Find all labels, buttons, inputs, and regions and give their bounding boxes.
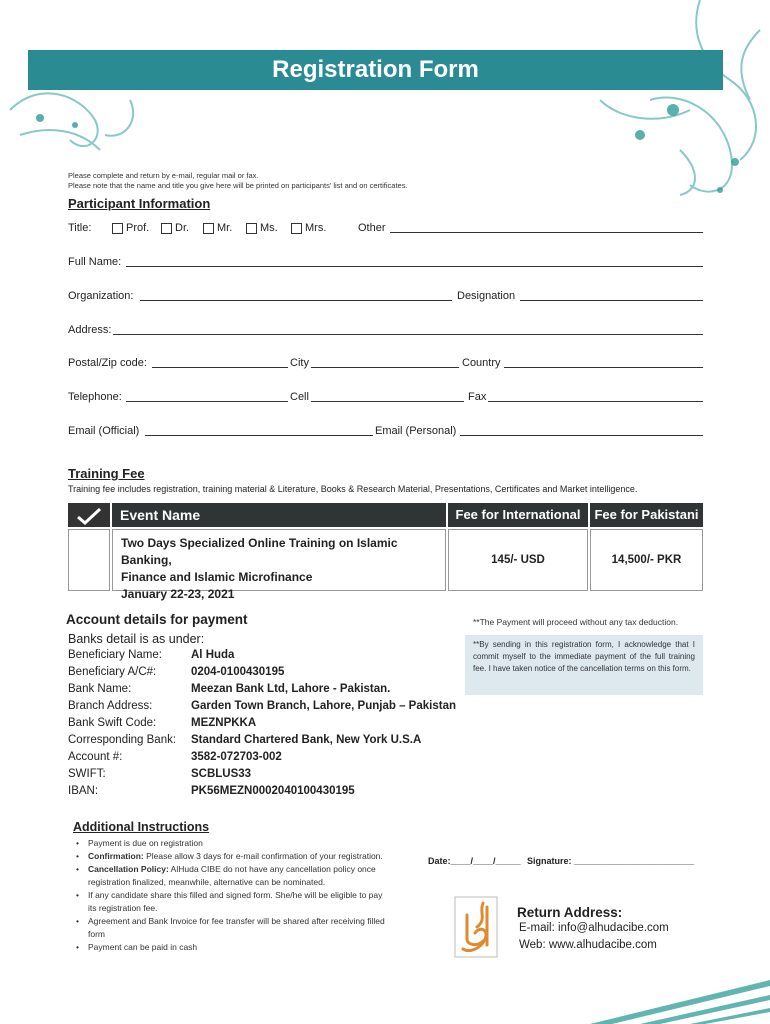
account-heading: Account details for payment [66, 612, 248, 627]
account-label: Beneficiary Name: [68, 649, 162, 661]
account-label: Corresponding Bank: [68, 734, 177, 746]
account-label: SWIFT: [68, 768, 106, 780]
fax-field[interactable] [488, 401, 703, 402]
alhuda-logo-icon [453, 895, 499, 959]
account-label: Bank Swift Code: [68, 717, 157, 729]
telephone-field[interactable] [126, 401, 288, 402]
full-name-field[interactable] [126, 266, 703, 267]
title-other-label: Other [358, 222, 386, 234]
return-address-heading: Return Address: [517, 905, 623, 920]
title-checkbox-ms[interactable] [246, 223, 257, 234]
account-value: Meezan Bank Ltd, Lahore - Pakistan. [191, 683, 391, 695]
title-option-mr: Mr. [217, 222, 233, 234]
return-web[interactable]: Web: www.alhudacibe.com [519, 939, 657, 951]
title-checkbox-prof[interactable] [112, 223, 123, 234]
cell-field[interactable] [311, 401, 464, 402]
participant-heading: Participant Information [68, 196, 211, 211]
instruction-item: • Confirmation: Please allow 3 days for e-mail confirmation of your registration. [84, 850, 392, 863]
address-field[interactable] [113, 334, 703, 335]
event-name-header: Event Name [112, 503, 446, 527]
intro-line-1: Please complete and return by e-mail, regular mail or fax. [68, 171, 259, 180]
title-checkbox-dr[interactable] [161, 223, 172, 234]
cell-label: Cell [290, 391, 309, 403]
intro-line-2: Please note that the name and title you give here will be printed on participants' list and on certificates. [68, 181, 408, 190]
account-value: 0204-0100430195 [191, 666, 285, 678]
title-option-dr: Dr. [175, 222, 190, 234]
instruction-item: • If any candidate share this filled and signed form. She/he will be eligible to pay its registration fee. [84, 889, 392, 915]
organization-label: Organization: [68, 290, 134, 302]
account-value: Standard Chartered Bank, New York U.S.A [191, 734, 422, 746]
event-name-cell [112, 529, 446, 601]
checkmark-header [68, 503, 110, 527]
account-label: Account #: [68, 751, 123, 763]
email-official-field[interactable] [145, 435, 373, 436]
training-fee-heading: Training Fee [68, 466, 145, 481]
page-title: Registration Form [272, 56, 479, 83]
event-line-3: January 22-23, 2021 [121, 587, 235, 601]
organization-field[interactable] [140, 300, 452, 301]
telephone-label: Telephone: [68, 391, 122, 403]
instruction-item: • Cancellation Policy: AlHuda CIBE do not have any cancellation policy once registration finalized, meanwhile, alternative can be nominated. [84, 863, 392, 889]
country-label: Country [462, 357, 501, 369]
event-line-1: Two Days Specialized Online Training on Islamic Banking, [121, 536, 398, 567]
signature-field[interactable]: Signature: ________________________ [527, 856, 695, 866]
title-option-mrs: Mrs. [305, 222, 327, 234]
postal-field[interactable] [152, 367, 288, 368]
account-label: Bank Name: [68, 683, 132, 695]
account-value: Al Huda [191, 649, 235, 661]
fee-pakistani-header: Fee for Pakistani [590, 503, 703, 527]
city-label: City [290, 357, 309, 369]
title-option-ms: Ms. [260, 222, 278, 234]
instructions-list [74, 837, 392, 954]
email-personal-field[interactable] [460, 435, 703, 436]
title-other-field[interactable] [390, 232, 703, 233]
account-label: Beneficiary A/C#: [68, 666, 157, 678]
account-value: SCBLUS33 [191, 768, 252, 780]
date-field[interactable]: Date:____/____/_____ [428, 856, 521, 866]
account-subheading: Banks detail is as under: [68, 632, 205, 646]
country-field[interactable] [504, 367, 703, 368]
title-checkbox-mrs[interactable] [291, 223, 302, 234]
event-line-2: Finance and Islamic Microfinance [121, 570, 313, 584]
training-fee-description: Training fee includes registration, training material & Literature, Books & Research Material, Presentations, Certificates and Market intelligence. [68, 484, 638, 494]
acknowledgement-box: **By sending in this registration form, I acknowledge that I commit myself to the immediate payment of the full training fee. I have taken notice of the cancellation terms on this form. [465, 635, 703, 695]
email-official-label: Email (Official) [68, 425, 140, 437]
instruction-item: • Agreement and Bank Invoice for fee transfer will be shared after receiving filled form [84, 915, 392, 941]
instructions-heading: Additional Instructions [73, 820, 210, 834]
city-field[interactable] [311, 367, 459, 368]
account-value: PK56MEZN0002040100430195 [191, 785, 355, 797]
email-personal-label: Email (Personal) [375, 425, 457, 437]
title-checkbox-mr[interactable] [203, 223, 214, 234]
title-option-prof: Prof. [126, 222, 150, 234]
instruction-item: • Payment is due on registration [84, 837, 392, 850]
instruction-item: • Payment can be paid in cash [84, 941, 392, 954]
account-value: MEZNPKKA [191, 717, 257, 729]
account-label: Branch Address: [68, 700, 153, 712]
designation-label: Designation [457, 290, 516, 302]
checkmark-icon [76, 507, 102, 525]
designation-field[interactable] [520, 300, 703, 301]
account-label: IBAN: [68, 785, 99, 797]
full-name-label: Full Name: [68, 256, 122, 268]
account-value: 3582-072703-002 [191, 751, 282, 763]
fee-international-header: Fee for International [448, 503, 588, 527]
fee-international-cell: 145/- USD [448, 529, 588, 591]
tax-note: **The Payment will proceed without any tax deduction. [473, 617, 679, 627]
account-value: Garden Town Branch, Lahore, Punjab – Pakistan [191, 700, 456, 712]
postal-label: Postal/Zip code: [68, 357, 147, 369]
event-check-cell[interactable] [68, 529, 110, 591]
fax-label: Fax [468, 391, 487, 403]
fee-pakistani-cell: 14,500/- PKR [590, 529, 703, 591]
address-label: Address: [68, 324, 112, 336]
title-label: Title: [68, 222, 92, 234]
return-email[interactable]: E-mail: info@alhudacibe.com [519, 922, 669, 934]
